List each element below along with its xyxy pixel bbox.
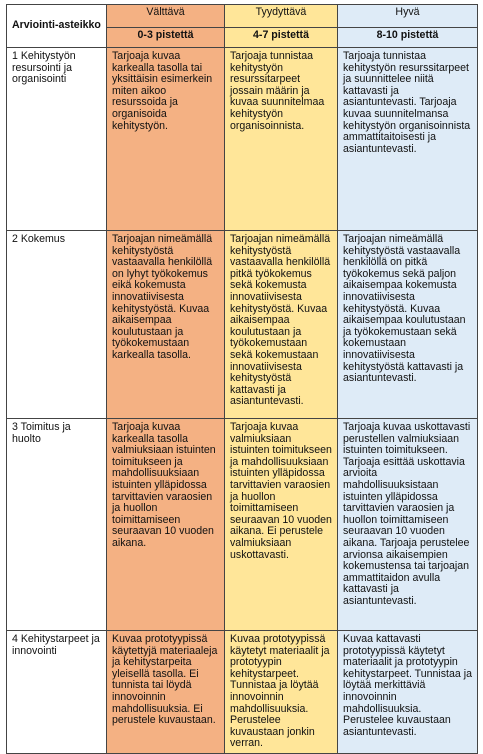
level-points-3: 8-10 pistettä	[338, 28, 478, 48]
level-name-3: Hyvä	[338, 5, 478, 28]
scale-header: Arviointi-asteikko	[7, 5, 107, 48]
table-row	[7, 419, 478, 631]
table-row	[7, 631, 478, 754]
criterion-cell: 3 Toimitus ja huolto	[7, 419, 107, 631]
header-row-levels	[7, 5, 478, 28]
level-2-cell: Tarjoajan nimeämällä kehitystyöstä vastaavalla henkilöllä pitkä työkokemus sekä kokemusta innovatiivisesta kehitystyöstä. Kuvaa aikaisempaa koulutustaan ja työkokemustaan sekä kokemustaan innovatiivisesta kehitystyöstä kattavasti ja asiantuntevasti.	[225, 231, 338, 419]
level-1-cell: Kuvaa prototyypissä käytettyjä materiaaleja ja kehitystarpeita yleisellä tasolla. Ei tunnista tai löydä innovoinnin mahdollisuuksia. Ei perustele kuvaustaan.	[107, 631, 225, 754]
level-name-1: Välttävä	[107, 5, 225, 28]
criterion-cell: 4 Kehitystarpeet ja innovointi	[7, 631, 107, 754]
level-1-cell: Tarjoajan nimeämällä kehitystyöstä vastaavalla henkilöllä on lyhyt työkokemus eikä kokemusta innovatiivisesta kehitystyöstä. Kuvaa aikaisempaa koulutustaan ja työkokemustaan karkealla tasolla.	[107, 231, 225, 419]
criterion-cell: 1 Kehitystyön resursointi ja organisointi	[7, 48, 107, 231]
level-2-cell: Tarjoaja kuvaa valmiuksiaan istuinten toimitukseen ja mahdollisuuksiaan istuinten ylläpidossa tarvittavien varaosien ja huollon toimittamiseen seuraavan 10 vuoden aikana. Ei perustele valmiuksiaan uskottavasti.	[225, 419, 338, 631]
evaluation-table	[6, 4, 478, 754]
level-3-cell: Tarjoaja kuvaa uskottavasti perustellen valmiuksiaan istuinten toimitukseen. Tarjoaja esittää uskottavia arvioita mahdollisuuksistaan istuinten ylläpidossa tarvittavien varaosien ja huollon toimittamiseen seuraavan 10 vuoden aikana. Tarjoaja perustelee arvionsa aikaisempien kokemustensa tai tarjoajan ammattitaidon avulla kattavasti ja asiantuntevasti.	[338, 419, 478, 631]
level-3-cell: Tarjoaja tunnistaa kehitystyön resurssitarpeet ja suunnittelee niitä kattavasti ja asiantuntevasti. Tarjoaja kuvaa suunnitelmansa kehitystyön organisoinnista ammattitaitoisesti ja asiantuntevasti.	[338, 48, 478, 231]
table-row	[7, 231, 478, 419]
level-2-cell: Kuvaa prototyypissä käytetyt materiaalit ja prototyypin kehitystarpeet. Tunnistaa ja löytää innovoinnin mahdollisuuksia. Perustelee kuvaustaan jonkin verran.	[225, 631, 338, 754]
table-row	[7, 48, 478, 231]
level-3-cell: Tarjoajan nimeämällä kehitystyöstä vastaavalla henkilöllä on pitkä työkokemus sekä paljon aikaisempaa kokemusta innovatiivisesta kehitystyöstä. Kuvaa aikaisempaa koulutustaan ja työkokemustaan sekä kokemustaan innovatiivisesta kehitystyöstä kattavasti ja asiantuntevasti.	[338, 231, 478, 419]
level-1-cell: Tarjoaja kuvaa karkealla tasolla tai yksittäisin esimerkein miten aikoo resurssoida ja organisoida kehitystyön.	[107, 48, 225, 231]
level-2-cell: Tarjoaja tunnistaa kehitystyön resurssitarpeet jossain määrin ja kuvaa suunnitelmaa kehitystyön organisoinnista.	[225, 48, 338, 231]
level-name-2: Tyydyttävä	[225, 5, 338, 28]
level-1-cell: Tarjoaja kuvaa karkealla tasolla valmiuksiaan istuinten toimitukseen ja mahdollisuuksiaan istuinten ylläpidossa tarvittavien varaosien ja huollon toimittamiseen seuraavan 10 vuoden aikana.	[107, 419, 225, 631]
level-3-cell: Kuvaa kattavasti prototyypissä käytetyt materiaalit ja prototyypin kehitystarpeet. Tunnistaa ja löytää merkittäviä innovoinnin mahdollisuuksia. Perustelee kuvaustaan asiantuntevasti.	[338, 631, 478, 754]
level-points-2: 4-7 pistettä	[225, 28, 338, 48]
level-points-1: 0-3 pistettä	[107, 28, 225, 48]
criterion-cell: 2 Kokemus	[7, 231, 107, 419]
